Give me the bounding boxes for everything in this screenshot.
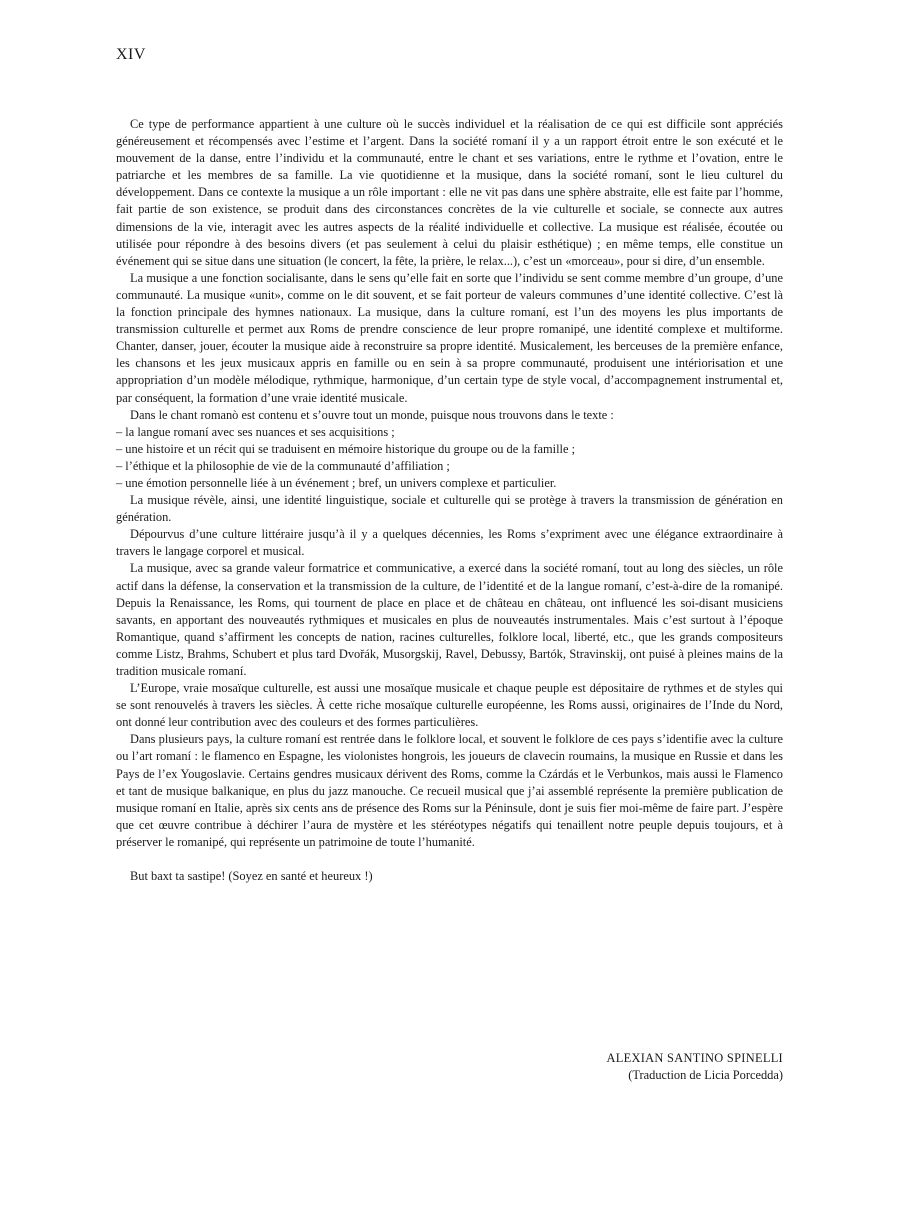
paragraph: La musique a une fonction socialisante, dans le sens qu’elle fait en sorte que l’individu se sent comme membre d’un groupe, d’une communauté. La musique «unit», comme on le dit souvent, et se fait porteur de valeurs communes d’une identité collective. C’est là la fonction principale des hymnes nationaux. La musique, dans la culture romaní, est l’un des moyens les plus importants de transmission culturelle et permet aux Roms de prendre conscience de leur propre romanipé, une identité complexe et multiforme. Chanter, danser, jouer, écouter la musique aide à reconstruire sa propre identité. Musicalement, les berceuses de la première enfance, les chansons et les jeux musicaux appris en famille ou en sein à sa propre communauté, produisent une intériorisation et une appropriation d’un modèle mélodique, rythmique, harmonique, d’un certain type de style vocal, d’accompagnement instrumental et, par conséquent, la formation d’une vraie identité musicale.: [116, 270, 783, 405]
paragraph: Dans plusieurs pays, la culture romaní est rentrée dans le folklore local, et souvent le folklore de ces pays s’identifie avec la culture ou l’art romaní : le flamenco en Espagne, les violonistes hongrois, les joueurs de clavecin roumains, la musique en Russie et dans les Pays de l’ex Yougoslavie. Certains gendres musicaux dérivent des Roms, comme la Czárdás et le Verbunkos, mais aussi le Flamenco et tant de musique balkanique, en plus du jazz manouche. Ce recueil musical que j’ai assemblé représente la première publication de musique romaní en Italie, après six cents ans de présence des Roms sur la Péninsule, dont je suis fier moi-même de faire part. J’espère que cet œuvre contribue à déchirer l’aura de mystère et les stéréotypes négatifs qui tenaillent notre peuple depuis toujours, et à préserver le romanipé, qui représente un patrimoine de toute l’humanité.: [116, 732, 783, 849]
paragraph: Ce type de performance appartient à une culture où le succès individuel et la réalisation de ce qui est difficile sont appréciés généreusement et récompensés avec l’estime et l’argent. Dans la société romaní il y a un rapport étroit entre le son exécuté et le mouvement de la danse, entre l’individu et la communauté, entre le chant et ses variations, entre le rythme et l’ovation, entre le patriarche et les membres de sa famille. La vie quotidienne et la musique, dans la société romaní, sont le lieu culturel du développement. Dans ce contexte la musique a un rôle important : elle ne vit pas dans une sphère abstraite, elle est faite par l’homme, fait partie de son existence, se produit dans des circonstances concrètes de la vie culturelle et sociale, se connecte aux autres dimensions de la vie, interagit avec les autres aspects de la réalité individuelle et collective. La musique est réalisée, écoutée ou utilisée pour répondre à des besoins divers (et pas seulement à celui du plaisir esthétique) ; en même temps, elle constitue un événement qui se situe dans une situation (le concert, la fête, la prière, le relax...), c’est un «morceau», pour si dire, d’un ensemble.: [116, 117, 783, 268]
page-number: XIV: [116, 46, 146, 63]
list-item: – l’éthique et la philosophie de vie de la communauté d’affiliation ;: [116, 458, 450, 473]
list-item: – une histoire et un récit qui se traduisent en mémoire historique du groupe ou de la famille ;: [116, 441, 576, 456]
paragraph: La musique, avec sa grande valeur formatrice et communicative, a exercé dans la société romaní, tout au long des siècles, un rôle actif dans la défense, la conservation et la transmission de la culture, de l’identité et de la langue romaní, c’est-à-dire de la romanipé. Depuis la Renaissance, les Roms, qui tournent de place en place et de château en château, ont influencé les soi-disant musiciens savants, en apportant des nouveautés rythmiques et musicales en plus de nouveautés instrumentales. Mais c’est surtout à l’époque Romantique, quand s’affirment les concepts de nation, racines culturelles, folklore local, liberté, etc., que les grands compositeurs comme Listz, Brahms, Schubert et plus tard Dvořák, Musorgskij, Ravel, Debussy, Bartók, Stravinskij, ont puisé à pleines mains de la tradition musicale romaní.: [116, 561, 783, 678]
paragraph: L’Europe, vraie mosaïque culturelle, est aussi une mosaïque musicale et chaque peuple est dépositaire de rythmes et de styles qui se sont renouvelés à travers les siècles. À cette riche mosaïque culturelle européenne, les Roms aussi, originaires de l’Inde du Nord, ont donné leur contribution avec des couleurs et des formes particulières.: [116, 681, 783, 730]
list-item: – une émotion personnelle liée à un événement ; bref, un univers complexe et particulier.: [116, 475, 557, 490]
paragraph: Dépourvus d’une culture littéraire jusqu’à il y a quelques décennies, les Roms s’expriment avec une élégance extraordinaire à travers le langage corporel et musical.: [116, 527, 783, 559]
paragraph: Dans le chant romanò est contenu et s’ouvre tout un monde, puisque nous trouvons dans le texte :: [130, 407, 614, 422]
paragraph: La musique révèle, ainsi, une identité linguistique, sociale et culturelle qui se protège à travers la transmission de génération en génération.: [116, 493, 783, 525]
spacer: [116, 851, 783, 868]
list-item: – la langue romaní avec ses nuances et ses acquisitions ;: [116, 424, 395, 439]
closing-line: But baxt ta sastipe! (Soyez en santé et heureux !): [130, 869, 373, 884]
signature-block: [606, 1050, 783, 1084]
body-text: [116, 116, 783, 885]
translator-credit: (Traduction de Licia Porcedda): [628, 1068, 783, 1083]
author-name: ALEXIAN SANTINO SPINELLI: [606, 1051, 783, 1065]
